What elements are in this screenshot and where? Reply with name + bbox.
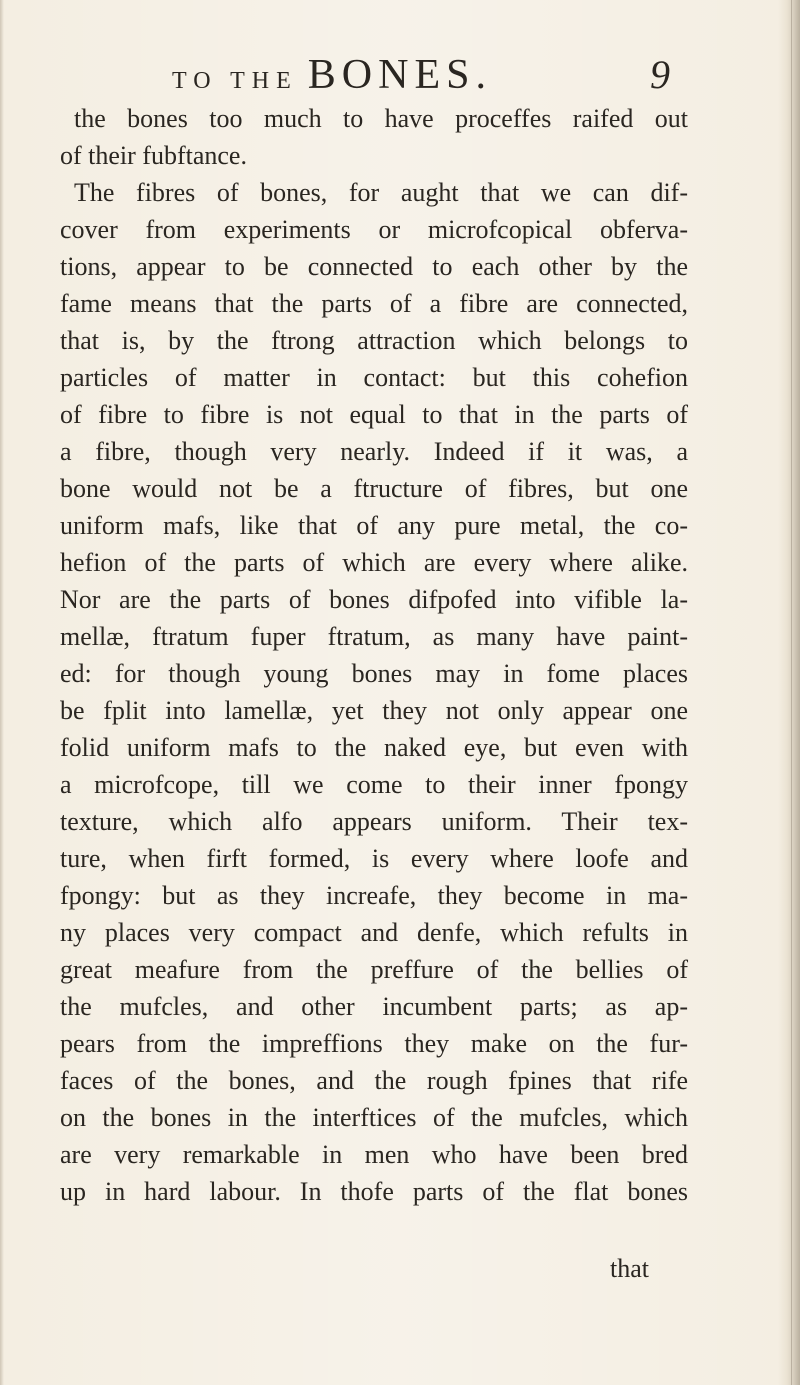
page-edge-line [791,0,792,1385]
text-line: cover from experiments or microfcopical obferva- [60,215,688,244]
text-line: the mufcles, and other incumbent parts; as ap- [60,992,688,1021]
text-line: great meafure from the preffure of the bellies of [60,955,688,984]
text-line: bone would not be a ftructure of fibres, but one [60,474,688,503]
text-line: are very remarkable in men who have been bred [60,1140,688,1169]
text-line: the bones too much to have proceffes raifed out [74,104,688,133]
text-line: pears from the impreffions they make on the fur- [60,1029,688,1058]
text-line: texture, which alfo appears uniform. Their tex- [60,807,688,836]
page-number: 9 [650,52,670,97]
body-text [60,100,688,1210]
text-line: ny places very compact and denfe, which refults in [60,918,688,947]
text-line: folid uniform mafs to the naked eye, but even with [60,733,688,762]
text-line: a fibre, though very nearly. Indeed if it was, a [60,437,688,466]
text-line: up in hard labour. In thofe parts of the flat bones [60,1177,688,1206]
text-line: of fibre to fibre is not equal to that in the parts of [60,400,688,429]
text-line: be fplit into lamellæ, yet they not only appear one [60,696,688,725]
text-line: particles of matter in contact: but this cohefion [60,363,688,392]
page-header [0,50,800,100]
text-line: on the bones in the interftices of the mufcles, which [60,1103,688,1132]
text-line: fpongy: but as they increafe, they become in ma- [60,881,688,910]
page-right-edge [778,0,800,1385]
text-line: mellæ, ftratum fuper ftratum, as many have paint- [60,622,688,651]
text-line: fame means that the parts of a fibre are connected, [60,289,688,318]
text-line: ed: for though young bones may in fome places [60,659,688,688]
running-head [172,50,492,106]
text-line: ture, when firft formed, is every where loofe and [60,844,688,873]
text-line: that is, by the ftrong attraction which belongs to [60,326,688,355]
text-line: The fibres of bones, for aught that we can dif- [74,178,688,207]
text-line: Nor are the parts of bones difpofed into vifible la- [60,585,688,614]
text-line: tions, appear to be connected to each other by the [60,252,688,281]
catchword: that [610,1254,649,1283]
running-head-capitals: BONES. [307,52,492,98]
text-line: a microfcope, till we come to their inner fpongy [60,770,688,799]
text-line: uniform mafs, like that of any pure metal, the co- [60,511,688,540]
running-head-small-caps: TO THE [172,68,298,94]
text-line: of their fubftance. [60,141,247,170]
text-line: faces of the bones, and the rough fpines that rife [60,1066,688,1095]
page-left-edge [0,0,4,1385]
text-line: hefion of the parts of which are every where alike. [60,548,688,577]
